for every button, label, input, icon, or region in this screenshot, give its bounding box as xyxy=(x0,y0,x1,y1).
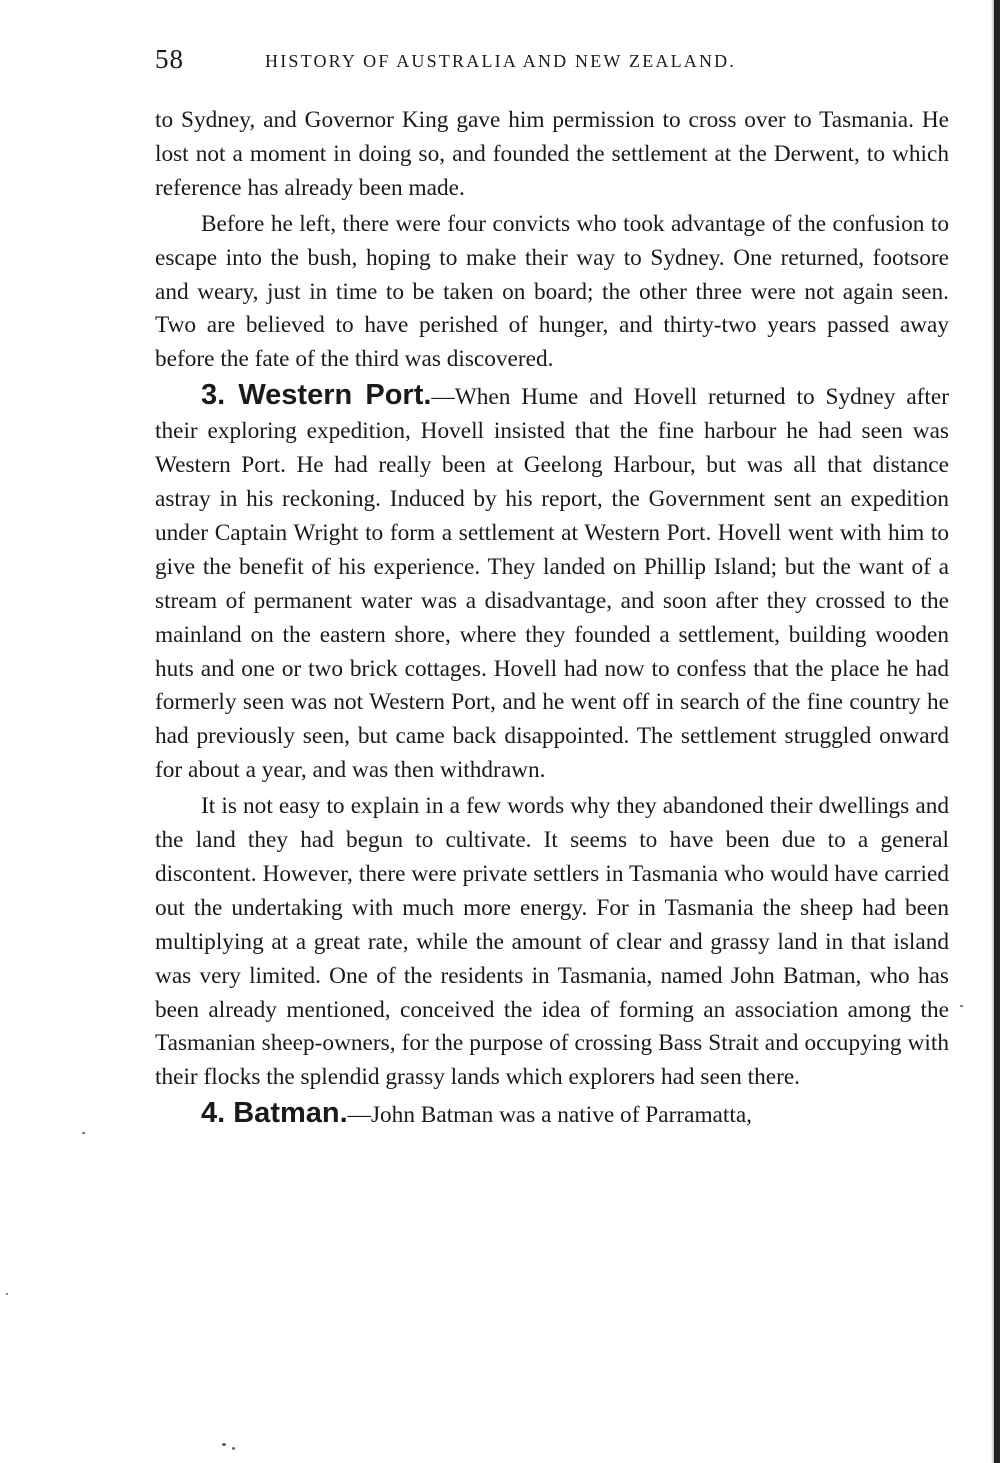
paragraph-western-port xyxy=(155,379,949,788)
paragraph-continuation: to Sydney, and Governor King gave him permission to cross over to Tasmania. He lost not a moment in doing so, and founded the settlement at the Derwent, to which reference has already been made. xyxy=(155,107,949,201)
body-text xyxy=(155,104,949,1135)
scan-speck xyxy=(232,1447,235,1450)
section-text-batman: —John Batman was a native of Parramatta, xyxy=(347,1102,753,1129)
page-number: 58 xyxy=(155,44,184,74)
running-title: HISTORY OF AUSTRALIA AND NEW ZEALAND. xyxy=(265,51,737,71)
paragraph-abandonment: It is not easy to explain in a few words why they abandoned their dwellings and the land they had begun to cultivate. It seems to have been due to a general discontent. However, there were private settlers in Tasmania who would have carried out the undertaking with much more energy. For in Tasmania the sheep had been multiplying at a great rate, while the amount of clear and grassy land in that island was very limited. One of the residents in Tasmania, named John Batman, who has been already mentioned, conceived the idea of forming an association among the Tasmanian sheep-owners, for the purpose of crossing Bass Strait and occupying with their flocks the splendid grassy lands which explorers had seen there. xyxy=(155,793,949,1091)
section-heading-western-port: 3. Western Port. xyxy=(201,379,432,412)
page-spine-edge xyxy=(994,0,1000,1463)
scan-speck xyxy=(6,1293,8,1295)
page-header xyxy=(155,44,945,78)
paragraph-convicts: Before he left, there were four convicts who took advantage of the confusion to escape into the bush, hoping to make their way to Sydney. One returned, footsore and weary, just in time to be taken on board; the other three were not again seen. Two are believed to have perished of hunger, and thirty-two years passed away before the fate of the third was discovered. xyxy=(155,210,949,373)
scan-speck xyxy=(82,1132,85,1134)
paragraph-batman xyxy=(155,1097,949,1133)
scan-speck xyxy=(960,1005,963,1007)
section-text-western-port: —When Hume and Hovell returned to Sydney after their exploring expedition, Hovell insisted that the fine harbour he had seen was Western Port. He had really been at Geelong Harbour, but was all that distance astray in his reckoning. Induced by his report, the Government sent an expedition under Captain Wright to form a settlement at Western Port. Hovell went with him to give the benefit of his experience. They landed on Phillip Island; but the want of a stream of permanent water was a disadvantage, and soon after they crossed to the mainland on the eastern shore, where they founded a settlement, building wooden huts and one or two brick cottages. Hovell had now to confess that the place he had formerly seen was not Western Port, and he went off in search of the fine country he had previously seen, but came back disappointed. The settlement struggled onward for about a year, and was then withdrawn. xyxy=(155,384,949,784)
scan-speck xyxy=(222,1443,226,1446)
section-heading-batman: 4. Batman. xyxy=(201,1097,348,1130)
